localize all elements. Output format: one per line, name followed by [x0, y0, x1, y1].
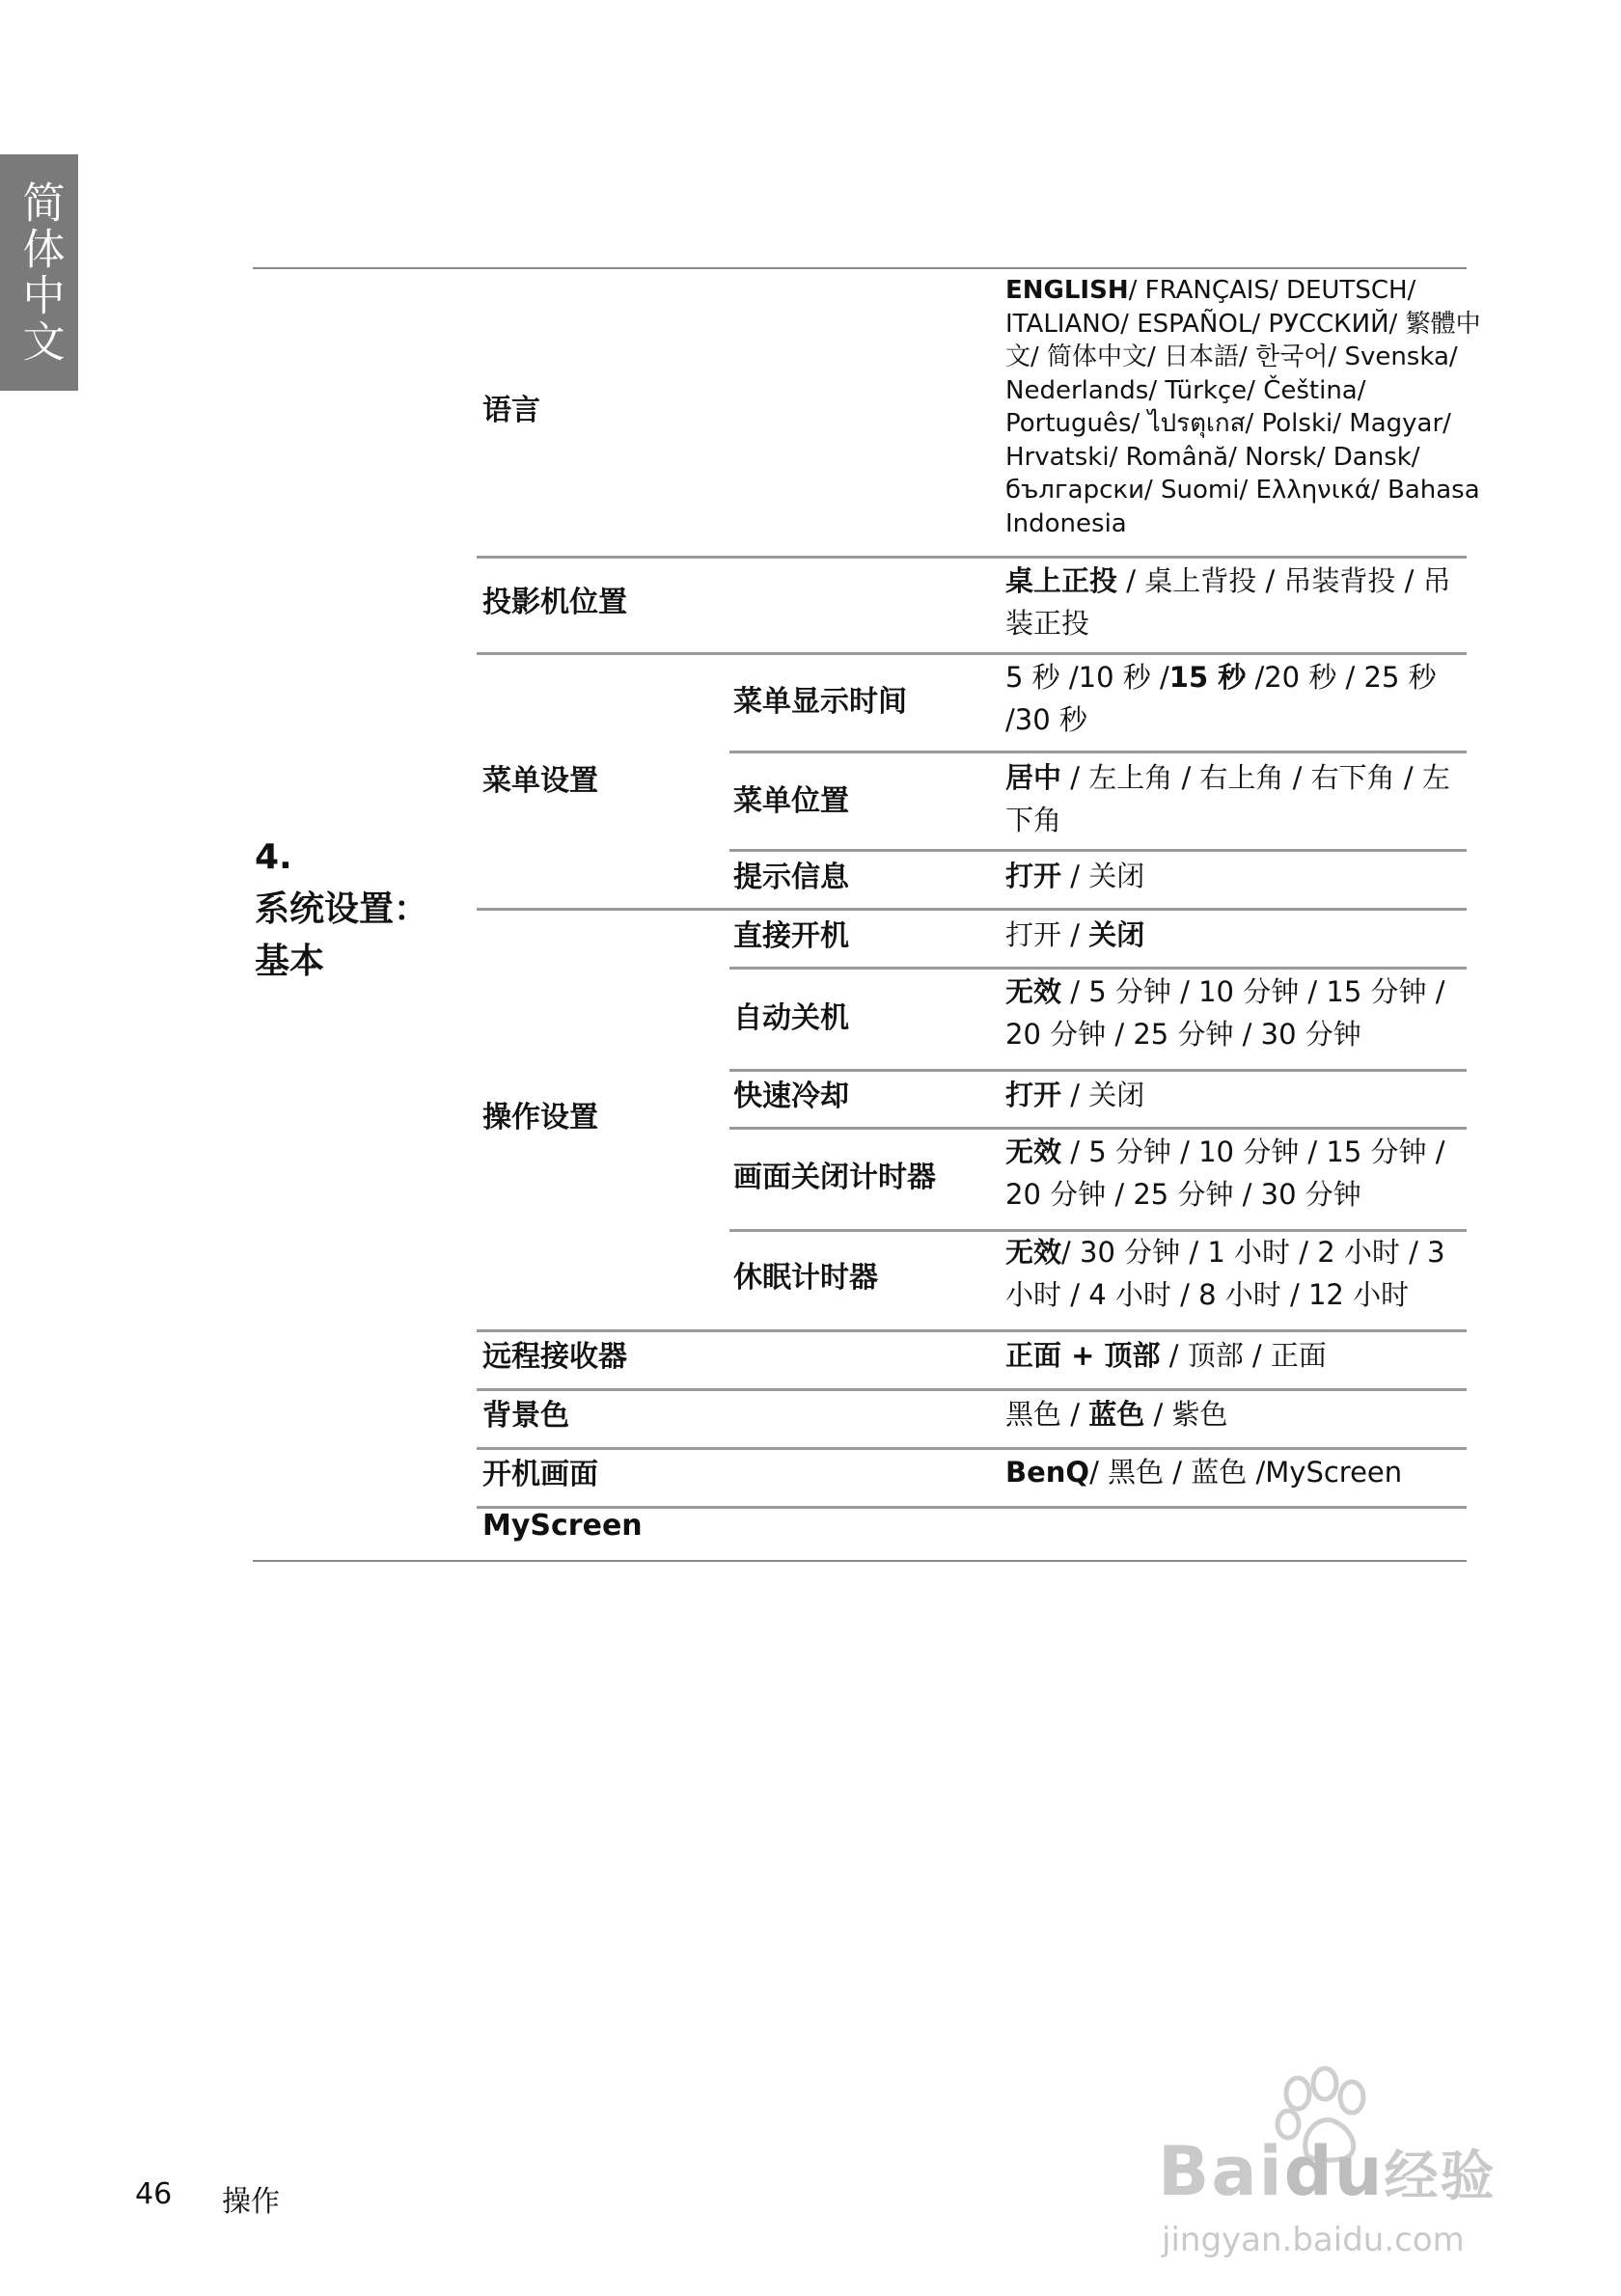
background-color-label: 背景色 [482, 1399, 569, 1433]
baidu-watermark [1158, 2064, 1544, 2277]
projector-position-options [1005, 560, 1469, 644]
menu-position-options [1005, 756, 1469, 841]
row-divider [729, 849, 1467, 852]
menu-position-default: 居中 [1005, 761, 1062, 794]
auto-power-off-options [1005, 970, 1469, 1055]
auto-power-off-default: 无效 [1005, 975, 1062, 1008]
row-divider [477, 1329, 1467, 1332]
section-title-line2: 基本 [255, 942, 325, 981]
quick-cooling-default: 打开 [1005, 1079, 1062, 1111]
row-divider [729, 1127, 1467, 1130]
splash-screen-default: BenQ [1005, 1456, 1090, 1489]
remote-receiver-default: 正面 + 顶部 [1005, 1339, 1161, 1372]
menu-position-others: / 左上角 / 右上角 / 右下角 / 左下角 [1005, 761, 1450, 836]
sleep-timer-options [1005, 1231, 1469, 1316]
direct-power-on-default: 关闭 [1088, 918, 1145, 951]
auto-power-off-others: / 5 分钟 / 10 分钟 / 15 分钟 / 20 分钟 / 25 分钟 / 30 分钟 [1005, 975, 1445, 1051]
row-divider [477, 908, 1467, 911]
language-side-tab [0, 154, 78, 391]
background-color-post: / 紫色 [1144, 1398, 1228, 1431]
reminder-options [1005, 855, 1144, 897]
remote-receiver-label: 远程接收器 [482, 1340, 627, 1374]
page-number: 46 [135, 2177, 173, 2211]
footer-section-name: 操作 [222, 2185, 280, 2219]
operation-settings-label: 操作设置 [482, 1101, 598, 1134]
menu-display-time-options [1005, 656, 1469, 741]
row-divider [477, 652, 1467, 655]
language-default-option: ENGLISH [1005, 276, 1129, 305]
projector-position-label: 投影机位置 [482, 586, 627, 619]
auto-power-off-label: 自动关机 [733, 1001, 849, 1035]
reminder-others: / 关闭 [1061, 860, 1145, 892]
blank-timer-default: 无效 [1005, 1135, 1062, 1168]
language-other-options: / FRANÇAIS/ DEUTSCH/ ITALIANO/ ESPAÑOL/ РУССКИЙ/ 繁體中文/ 简体中文/ 日本語/ 한국어/ Svenska/ Nederlands/ Türkçe/ Čeština/ Português/ ไปรตุเกส/ Polski/ Magyar/ Hrvatski/ Română/ Norsk/ Dansk/ български/ Suomi/ Ελληνικά/ Bahasa Indonesia [1005, 276, 1481, 538]
row-divider [477, 556, 1467, 559]
background-color-options [1005, 1393, 1227, 1435]
projector-position-default: 桌上正投 [1005, 564, 1118, 597]
row-divider [729, 1069, 1467, 1072]
sleep-timer-label: 休眠计时器 [733, 1261, 878, 1295]
section-number: 4. [255, 837, 292, 877]
quick-cooling-options [1005, 1074, 1144, 1116]
language-label: 语言 [482, 394, 540, 427]
watermark-url: jingyan.baidu.com [1162, 2221, 1465, 2259]
projector-position-others: / 桌上背投 / 吊装背投 / 吊装正投 [1005, 564, 1451, 640]
table-bottom-rule [253, 1560, 1467, 1562]
splash-screen-options [1005, 1451, 1402, 1493]
background-color-default: 蓝色 [1088, 1398, 1145, 1431]
row-divider [729, 967, 1467, 970]
row-divider [729, 751, 1467, 753]
sleep-timer-default: 无效 [1005, 1236, 1062, 1269]
section-title-line1: 系统设置： [255, 889, 429, 929]
direct-power-on-others: 打开 / [1005, 918, 1089, 951]
section-heading [255, 832, 428, 988]
splash-screen-others: / 黑色 / 蓝色 /MyScreen [1089, 1456, 1403, 1489]
language-options [1005, 274, 1488, 540]
menu-settings-label: 菜单设置 [482, 764, 598, 798]
display-time-options-pre: 5 秒 /10 秒 / [1005, 661, 1169, 694]
menu-position-label: 菜单位置 [733, 784, 849, 818]
blank-timer-label: 画面关闭计时器 [733, 1161, 936, 1194]
splash-screen-label: 开机画面 [482, 1458, 598, 1491]
sleep-timer-others: / 30 分钟 / 1 小时 / 2 小时 / 3 小时 / 4 小时 / 8 小时 / 12 小时 [1005, 1236, 1445, 1311]
quick-cooling-label: 快速冷却 [733, 1080, 849, 1113]
watermark-logo-text: Baidu经验 [1158, 2132, 1497, 2211]
myscreen-label: MyScreen [482, 1509, 643, 1543]
row-divider [477, 1447, 1467, 1450]
menu-display-time-label: 菜单显示时间 [733, 685, 907, 719]
row-divider [477, 1388, 1467, 1391]
direct-power-on-options [1005, 914, 1144, 956]
direct-power-on-label: 直接开机 [733, 919, 849, 953]
table-top-rule [253, 267, 1467, 269]
blank-timer-others: / 5 分钟 / 10 分钟 / 15 分钟 / 20 分钟 / 25 分钟 / 30 分钟 [1005, 1135, 1445, 1211]
reminder-label: 提示信息 [733, 861, 849, 894]
remote-receiver-others: / 顶部 / 正面 [1160, 1339, 1327, 1372]
remote-receiver-options [1005, 1334, 1327, 1377]
background-color-pre: 黑色 / [1005, 1398, 1089, 1431]
reminder-default: 打开 [1005, 860, 1062, 892]
display-time-options-post: /20 秒 / 25 秒 /30 秒 [1005, 661, 1437, 736]
paw-icon [1269, 2064, 1375, 2171]
blank-timer-options [1005, 1131, 1469, 1216]
side-tab-label: 简体中文 [14, 179, 65, 366]
quick-cooling-others: / 关闭 [1061, 1079, 1145, 1111]
display-time-default: 15 秒 [1168, 661, 1247, 694]
